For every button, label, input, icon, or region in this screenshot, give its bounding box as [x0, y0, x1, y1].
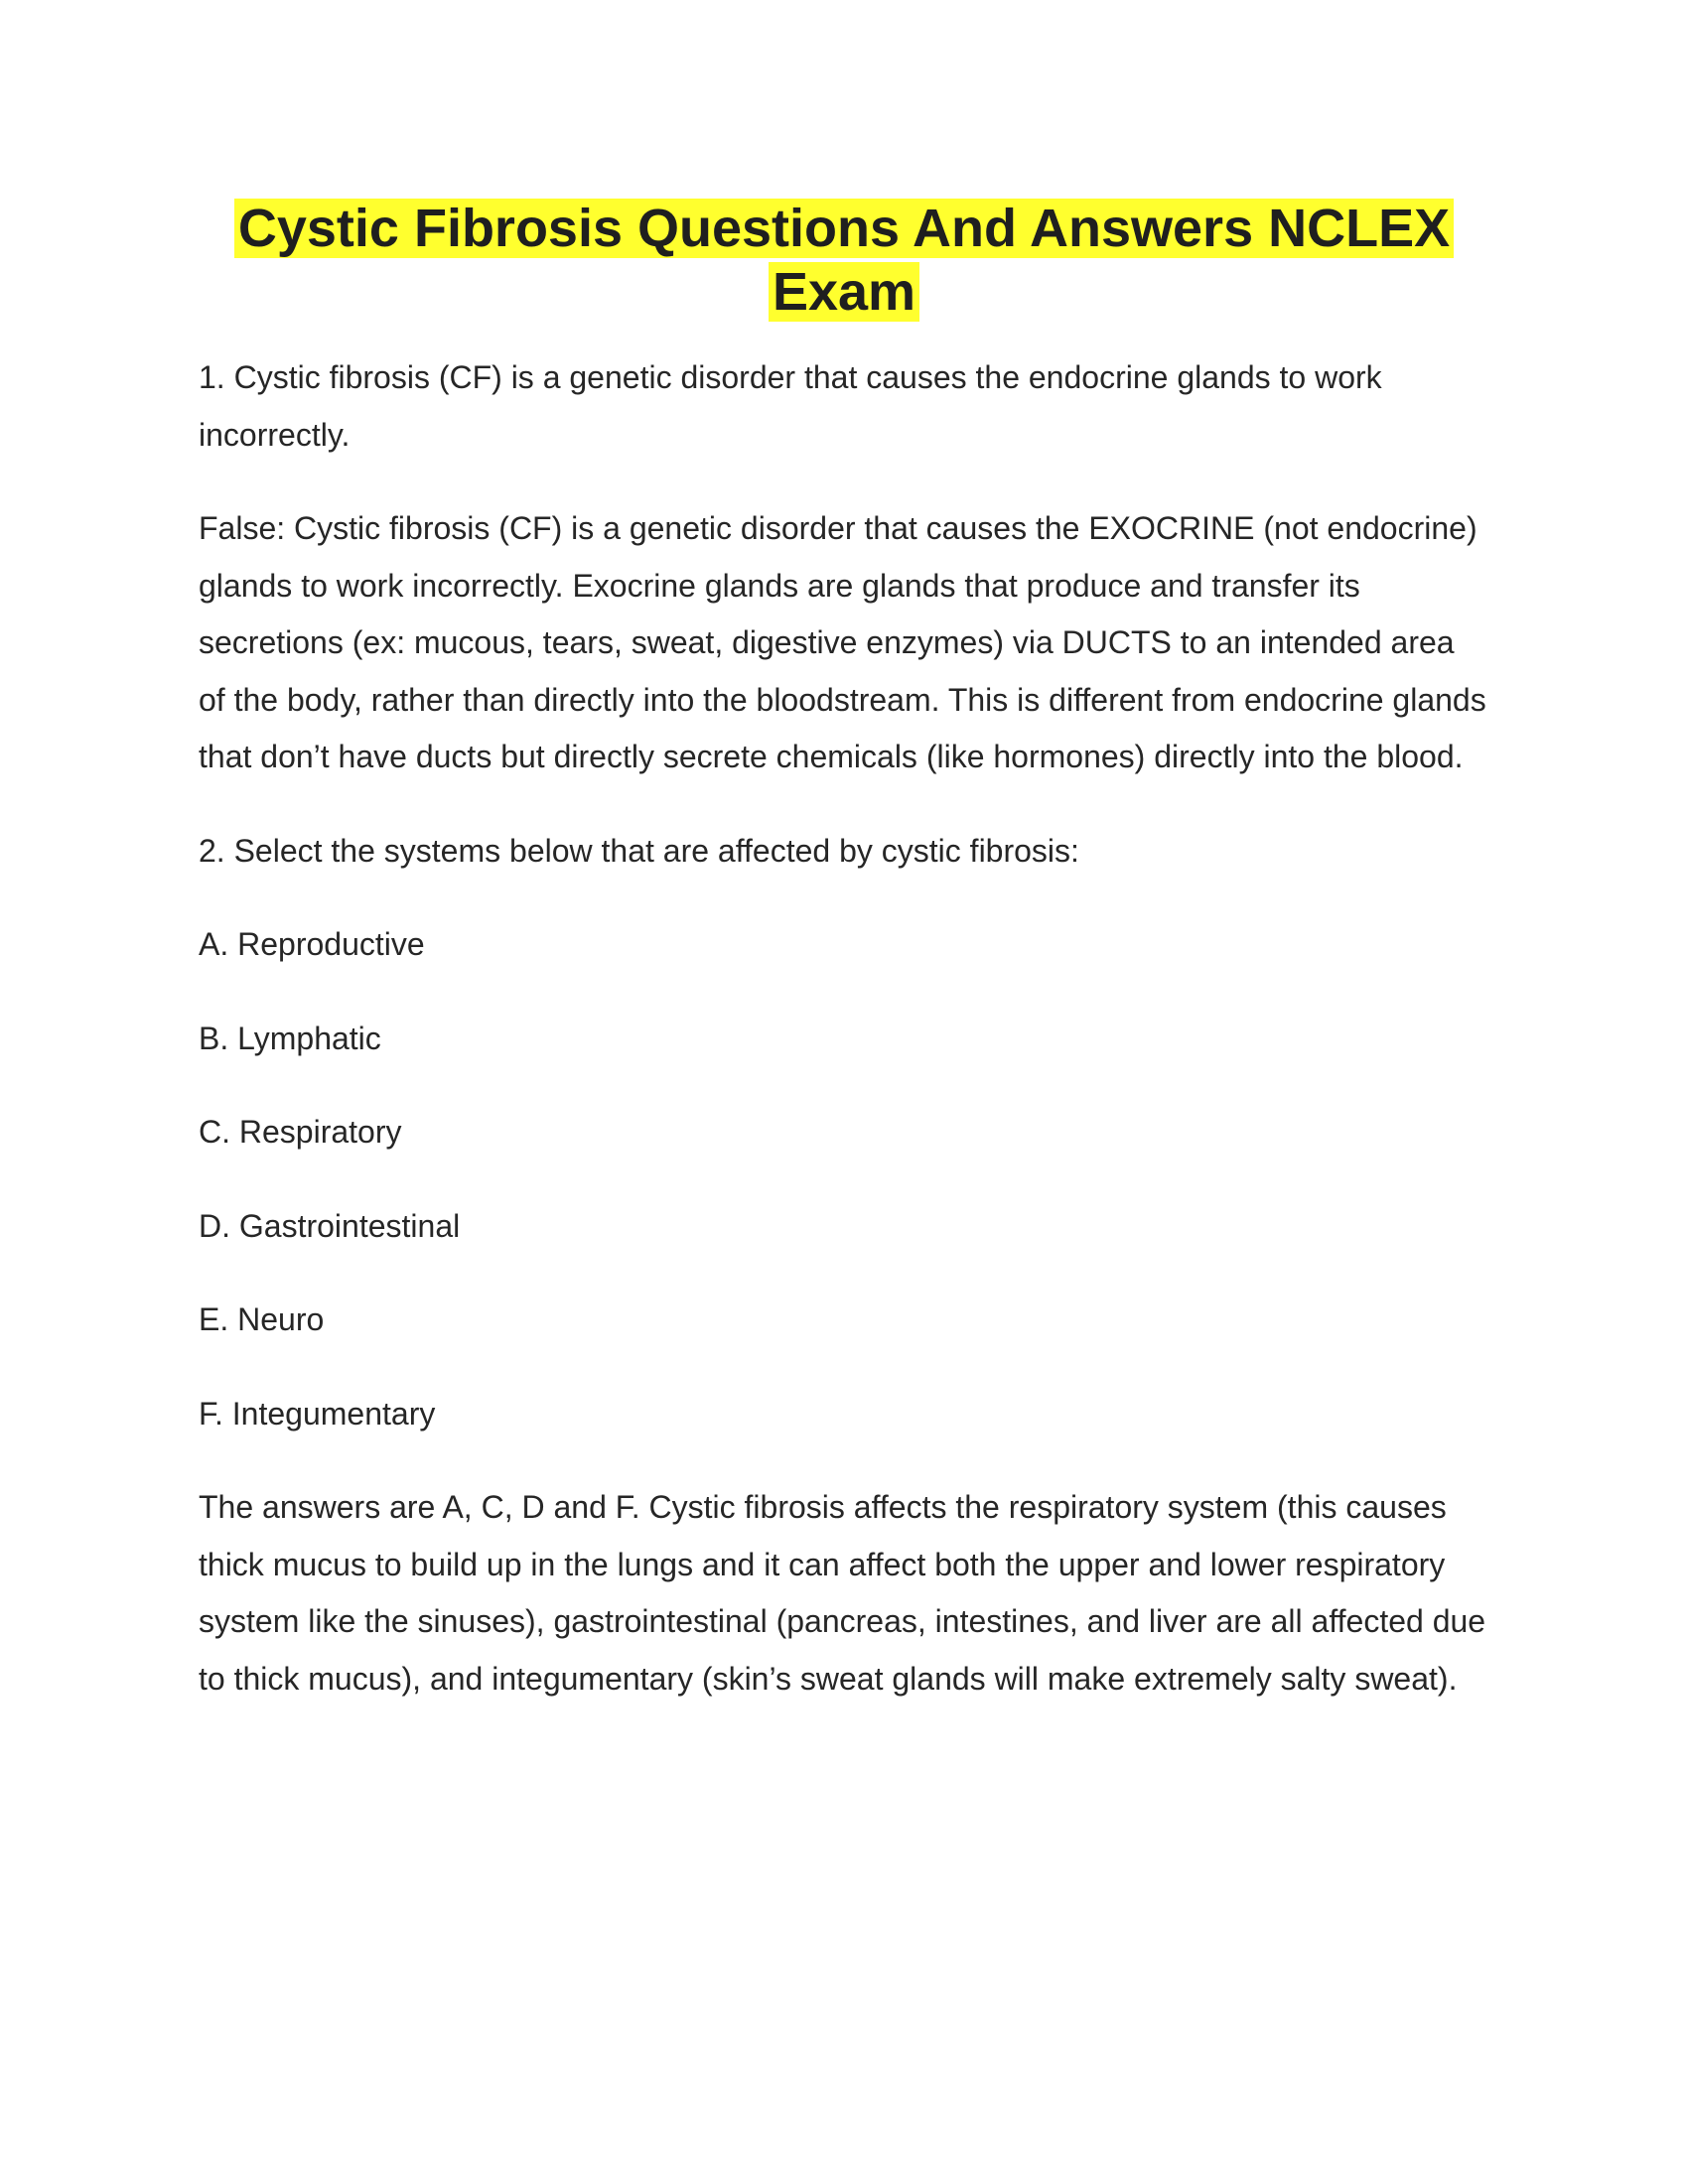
document-title: [199, 197, 1489, 324]
question-1-answer: False: Cystic fibrosis (CF) is a genetic disorder that causes the EXOCRINE (not endocrine) glands to work incorrectly. Exocrine glands are glands that produce and transfer its secretions (ex: mucous, tears, sweat, digestive enzymes) via DUCTS to an intended area of the body, rather than directly into the bloodstream. This is different from endocrine glands that don’t have ducts but directly secrete chemicals (like hormones) directly into the blood.: [199, 510, 1486, 774]
title-line-1: [199, 197, 1489, 260]
question-1-text: 1. Cystic fibrosis (CF) is a genetic disorder that causes the endocrine glands to work incorrectly.: [199, 359, 1382, 453]
title-highlight-1: Cystic Fibrosis Questions And Answers NCLEX: [234, 199, 1454, 258]
question-2-text: 2. Select the systems below that are affected by cystic fibrosis:: [199, 832, 1079, 869]
option-e: E. Neuro: [199, 1301, 325, 1337]
title-line-2: [199, 260, 1489, 324]
title-highlight-2: Exam: [769, 262, 919, 322]
option-b: B. Lymphatic: [199, 1020, 381, 1056]
option-a: A. Reproductive: [199, 926, 425, 962]
question-2-answer: The answers are A, C, D and F. Cystic fibrosis affects the respiratory system (this causes thick mucus to build up in the lungs and it can affect both the upper and lower respiratory system like the sinuses), gastrointestinal (pancreas, intestines, and liver are all affected due to thick mucus), and integumentary (skin’s sweat glands will make extremely salty sweat).: [199, 1489, 1486, 1697]
document-body: [199, 349, 1489, 1744]
option-f: F. Integumentary: [199, 1395, 436, 1432]
option-d: D. Gastrointestinal: [199, 1207, 461, 1244]
option-c: C. Respiratory: [199, 1114, 402, 1150]
